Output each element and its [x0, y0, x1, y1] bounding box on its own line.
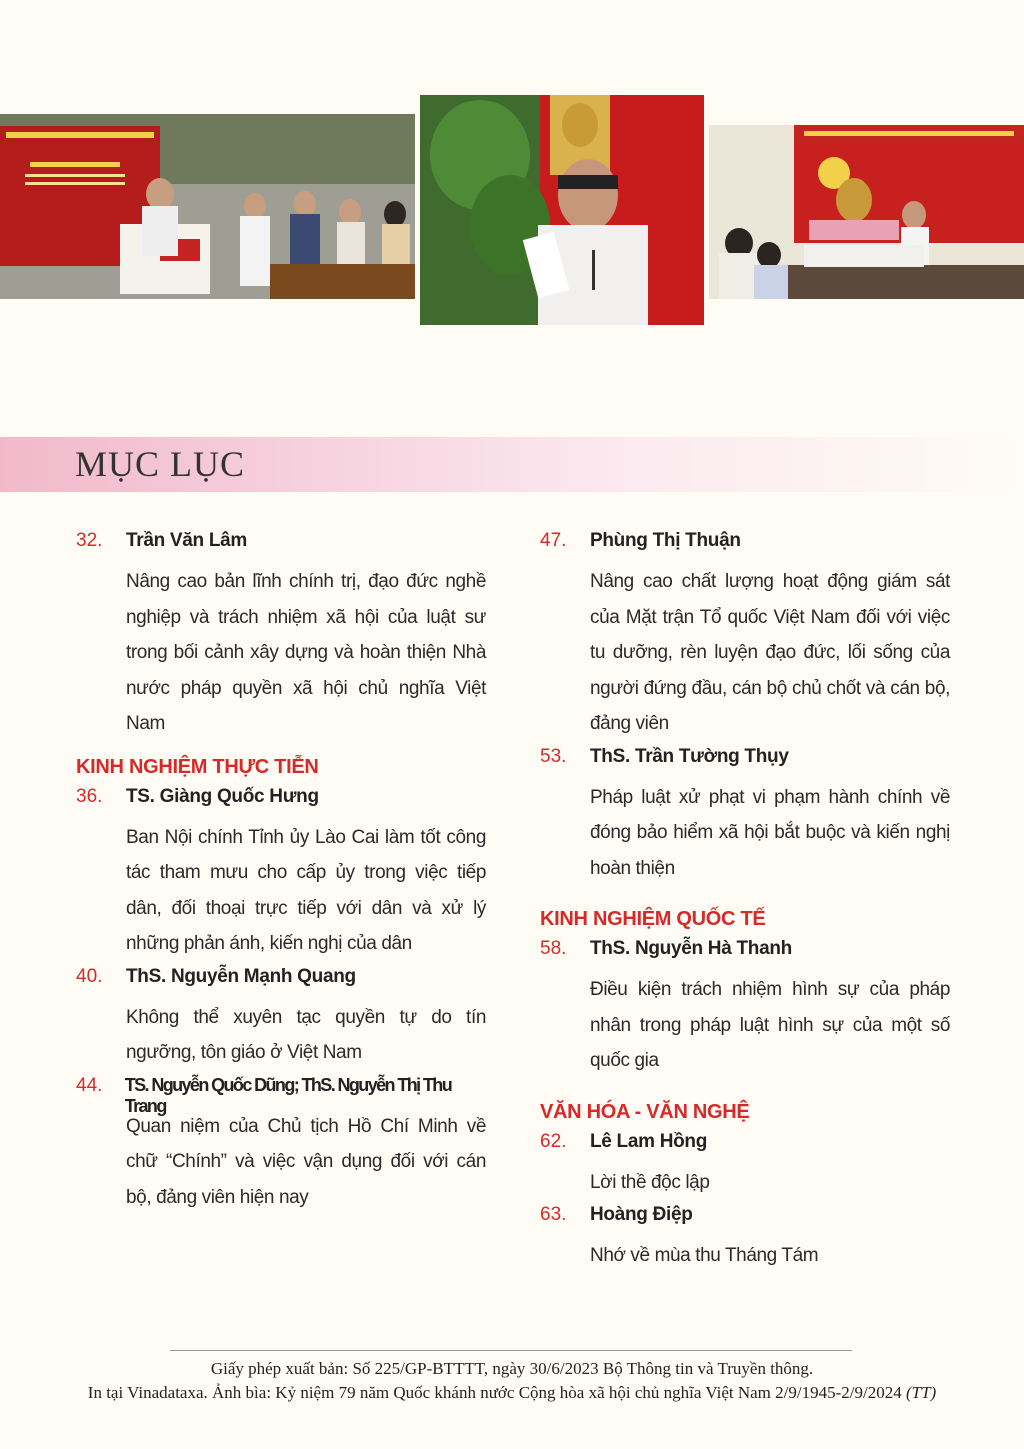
entry-title: Điều kiện trách nhiệm hình sự của pháp nhân trong pháp luật hình sự của một số quốc gia	[590, 979, 950, 1071]
photo-strip	[0, 95, 1024, 325]
toc-entry[interactable]	[540, 938, 950, 1079]
entry-title: Quan niệm của Chủ tịch Hồ Chí Minh về chữ “Chính” và việc vận dụng đối với cán bộ, đảng viên hiện nay	[126, 1115, 486, 1208]
entry-page-number: 53.	[540, 745, 567, 767]
toc-entry[interactable]	[76, 966, 486, 1071]
toc-entry[interactable]	[76, 786, 486, 962]
toc-entry[interactable]	[540, 1131, 950, 1201]
entry-page-number: 47.	[540, 530, 567, 551]
entry-page-number: 58.	[540, 938, 567, 959]
entry-author: ThS. Trần Tường Thụy	[590, 745, 789, 767]
entry-page-number: 32.	[76, 530, 103, 551]
toc-entry[interactable]	[540, 1204, 950, 1274]
toc-entry[interactable]	[540, 746, 950, 887]
toc-entry[interactable]	[76, 530, 486, 742]
entry-title: Lời thề độc lập	[590, 1171, 710, 1193]
footer-photo-credit: (TT)	[905, 1383, 937, 1402]
section-heading: KINH NGHIỆM THỰC TIỄN	[76, 755, 319, 778]
page-title: MỤC LỤC	[75, 444, 246, 484]
entry-page-number: 40.	[76, 965, 103, 987]
entry-page-number: 36.	[76, 785, 103, 807]
toc-entry[interactable]	[540, 530, 950, 742]
entry-author: Phùng Thị Thuận	[590, 530, 741, 551]
entry-author: ThS. Nguyễn Hà Thanh	[590, 938, 792, 959]
section-heading: KINH NGHIỆM QUỐC TẾ	[540, 908, 766, 930]
footer-print-info	[0, 1383, 1024, 1403]
footer-print-text: In tại Vinadataxa. Ảnh bìa: Kỷ niệm 79 năm Quốc khánh nước Cộng hòa xã hội chủ nghĩa Việt Nam 2/9/1945-2/9/2024	[87, 1383, 902, 1402]
photo-speaker	[420, 95, 704, 325]
entry-author: TS. Nguyễn Quốc Dũng; ThS. Nguyễn Thị Thu Trang	[124, 1074, 452, 1116]
photo-meeting	[709, 125, 1024, 299]
entry-author: Lê Lam Hồng	[590, 1130, 708, 1152]
photo-ceremony	[0, 114, 415, 299]
entry-author: Trần Văn Lâm	[126, 530, 247, 551]
entry-title: Pháp luật xử phạt vi phạm hành chính về đóng bảo hiểm xã hội bắt buộc và kiến nghị hoàn thiện	[590, 786, 950, 879]
toc-entry[interactable]	[76, 1075, 486, 1216]
footer-license: Giấy phép xuất bản: Số 225/GP-BTTTT, ngày 30/6/2023 Bộ Thông tin và Truyền thông.	[210, 1359, 814, 1378]
entry-page-number: 62.	[540, 1130, 567, 1152]
toc-header-band	[0, 437, 1024, 492]
entry-author: Hoàng Điệp	[590, 1204, 693, 1225]
entry-title: Không thể xuyên tạc quyền tự do tín ngưỡng, tôn giáo ở Việt Nam	[126, 1006, 486, 1063]
entry-title: Nâng cao chất lượng hoạt động giám sát của Mặt trận Tổ quốc Việt Nam đối với việc tu dưỡng, rèn luyện đạo đức, lối sống của người đứng đầu, cán bộ chủ chốt và cán bộ, đảng viên	[590, 571, 950, 734]
entry-title: Nhớ về mùa thu Tháng Tám	[590, 1245, 819, 1266]
section-heading: VĂN HÓA - VĂN NGHỆ	[540, 1100, 750, 1123]
entry-author: ThS. Nguyễn Mạnh Quang	[126, 965, 356, 987]
toc-left-column	[76, 530, 486, 1215]
entry-page-number: 63.	[540, 1204, 567, 1225]
footer-divider	[170, 1350, 852, 1351]
entry-title: Ban Nội chính Tỉnh ủy Lào Cai làm tốt công tác tham mưu cho cấp ủy trong việc tiếp dân, đối thoại trực tiếp với dân và xử lý những phản ánh, kiến nghị của dân	[126, 826, 486, 954]
toc-right-column	[540, 530, 950, 1274]
entry-author: TS. Giàng Quốc Hưng	[126, 785, 319, 807]
entry-page-number: 44.	[76, 1074, 103, 1096]
entry-title: Nâng cao bản lĩnh chính trị, đạo đức nghề nghiệp và trách nhiệm xã hội của luật sư trong bối cảnh xây dựng và hoàn thiện Nhà nước pháp quyền xã hội chủ nghĩa Việt Nam	[126, 571, 486, 734]
